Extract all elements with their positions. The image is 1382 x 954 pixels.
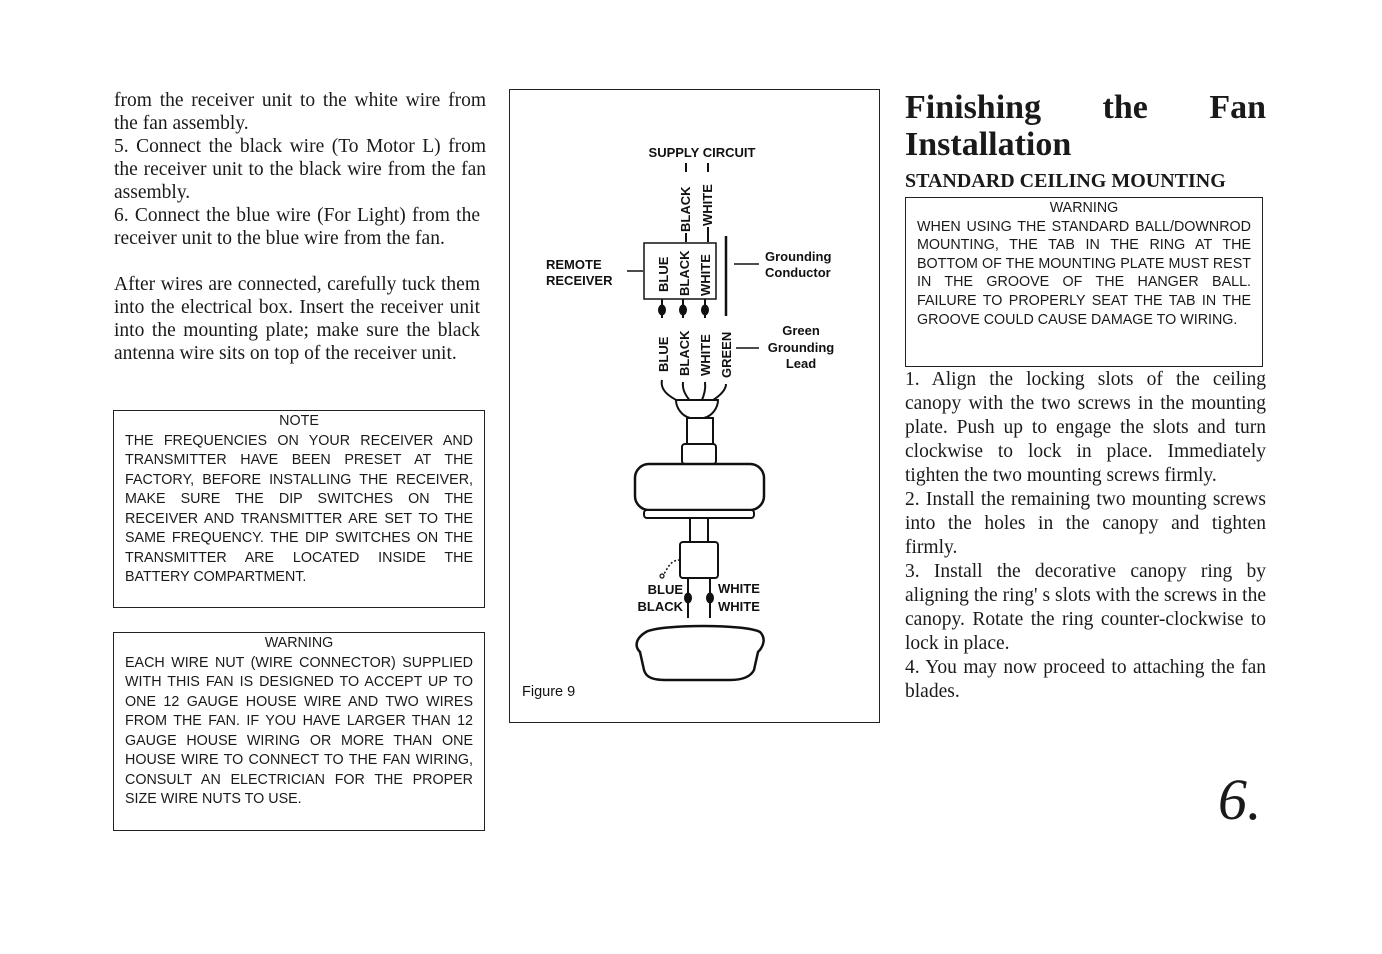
- light-wire-white-label-2: WHITE: [718, 599, 760, 614]
- paragraph-continued: from the receiver unit to the white wire from the fan assembly.: [114, 90, 486, 134]
- warning-text: EACH WIRE NUT (WIRE CONNECTOR) SUPPLIED WITH THIS FAN IS DESIGNED TO ACCEPT UP TO ONE 12 GAUGE HOUSE WIRE AND TWO WIRES FROM THE FAN. IF YOU HAVE LARGER THAN 12 GAUGE HOUSE WIRING OR MORE THAN ONE HOUSE WIRE TO CONNECT TO THE FAN WIRING, CONSULT AN ELECTRICIAN FOR THE PROPER SIZE WIRE NUTS TO USE.: [125, 654, 473, 807]
- mounting-warning-title: WARNING: [1049, 200, 1119, 216]
- receiver-label: RECEIVER: [546, 273, 613, 288]
- pull-chain: [664, 560, 680, 574]
- mounting-steps: [905, 368, 1266, 704]
- note-title: NOTE: [279, 413, 319, 429]
- receiver-wire-black-label: BLACK: [677, 250, 692, 296]
- switch-housing: [680, 542, 718, 578]
- wiring-diagram: [510, 90, 881, 724]
- wire-nut-black: [679, 305, 687, 316]
- mounting-warning-box: [905, 197, 1263, 367]
- receiver-wire-white-label: WHITE: [698, 254, 713, 296]
- wire-nut-blue: [658, 305, 666, 316]
- green-label: Green: [782, 323, 820, 338]
- light-wire-black-label: BLACK: [637, 599, 683, 614]
- note-text: THE FREQUENCIES ON YOUR RECEIVER AND TRANSMITTER HAVE BEEN PRESET AT THE FACTORY, BEFORE INSTALLING THE RECEIVER, MAKE SURE THE DIP SWITCHES ON THE RECEIVER AND TRANSMITTER ARE SET TO THE SAME FREQUENCY. THE DIP SWITCHES ON THE TRANSMITTER ARE LOCATED INSIDE THE BATTERY COMPARTMENT.: [125, 432, 473, 585]
- step-6: 6. Connect the blue wire (For Light) from the receiver unit to the blue wire from the fan.: [114, 205, 480, 249]
- mounting-step-2: 2. Install the remaining two mounting screws into the holes in the canopy and tighten firmly.: [905, 489, 1266, 558]
- light-wire-white-label-1: WHITE: [718, 581, 760, 596]
- fan-wire-white-label: WHITE: [698, 334, 713, 376]
- section-title: [905, 89, 1266, 163]
- supply-wire-black-label: BLACK: [678, 186, 693, 232]
- receiver-wire-blue-label: BLUE: [656, 256, 671, 292]
- light-wire-nut-left: [684, 593, 692, 604]
- title-word-2: the: [1102, 89, 1148, 126]
- downrod: [687, 418, 713, 444]
- page-number: 6.: [1218, 767, 1262, 832]
- warning-title: WARNING: [264, 635, 334, 651]
- title-word-4: Installation: [905, 126, 1072, 163]
- fan-wire-black-label: BLACK: [677, 330, 692, 376]
- fan-wire-blue-label: BLUE: [656, 336, 671, 372]
- section-subtitle: STANDARD CEILING MOUNTING: [905, 170, 1226, 192]
- figure-9-frame: [509, 89, 880, 723]
- after-wires-paragraph: After wires are connected, carefully tuck them into the electrical box. Insert the receiver unit into the mounting plate; make sure the black antenna wire sits on top of the receiver unit.: [114, 274, 480, 364]
- hanger-ball: [676, 400, 718, 418]
- mounting-step-3: 3. Install the decorative canopy ring by aligning the ring' s slots with the screws in the canopy. Rotate the ring counter-clockwise to lock in place.: [905, 561, 1266, 654]
- remote-label: REMOTE: [546, 257, 602, 272]
- light-wire-blue-label: BLUE: [647, 582, 683, 597]
- motor-housing: [635, 464, 764, 510]
- wire-nut-white: [701, 305, 709, 316]
- supply-wire-white-label: WHITE: [700, 184, 715, 226]
- mounting-step-4: 4. You may now proceed to attaching the fan blades.: [905, 657, 1266, 702]
- supply-circuit-label: SUPPLY CIRCUIT: [648, 145, 756, 160]
- mounting-warning-text: WHEN USING THE STANDARD BALL/DOWNROD MOUNTING, THE TAB IN THE RING AT THE BOTTOM OF THE MOUNTING PLATE MUST REST IN THE GROOVE OF THE HANGER BALL. FAILURE TO PROPERLY SEAT THE TAB IN THE GROOVE COULD CAUSE DAMAGE TO WIRING.: [917, 218, 1251, 328]
- title-word-1: Finishing: [905, 89, 1042, 126]
- wire-nut-warning-box: [113, 632, 485, 831]
- light-fixture: [637, 626, 764, 680]
- conductor-label: Conductor: [765, 265, 831, 280]
- figure-caption: Figure 9: [522, 684, 576, 700]
- mounting-step-1: 1. Align the locking slots of the ceiling canopy with the two screws in the mounting plate. Push up to engage the slots and turn clockwise to lock in place. Immediately tighten the two mounting screws firmly.: [905, 369, 1266, 486]
- grounding-lead-label: Grounding: [767, 340, 835, 355]
- fan-wire-green-label: GREEN: [719, 331, 734, 378]
- lead-label: Lead: [785, 356, 817, 371]
- grounding-label: Grounding: [765, 249, 832, 264]
- note-box: [113, 410, 485, 608]
- light-wire-nut-right: [706, 593, 714, 604]
- left-column: [114, 89, 486, 365]
- step-5: 5. Connect the black wire (To Motor L) from the receiver unit to the black wire from the fan assembly.: [114, 136, 486, 203]
- title-word-3: Fan: [1209, 89, 1266, 126]
